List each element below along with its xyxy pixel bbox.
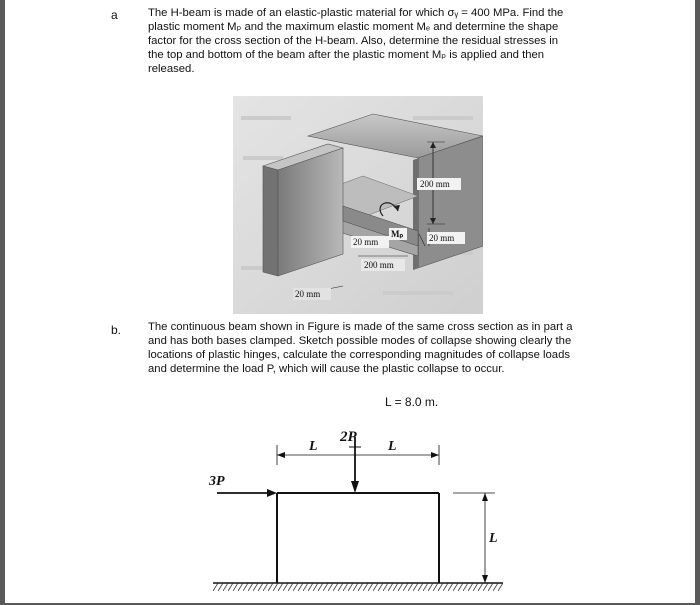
document-page — [5, 0, 695, 603]
span-left-label: L — [309, 439, 318, 454]
h-beam-drawing — [233, 96, 483, 314]
height-label: L — [489, 531, 498, 546]
span-right-label: L — [388, 439, 397, 454]
back-flange-side — [418, 136, 483, 268]
frame-drawing — [183, 415, 523, 600]
part-a-text — [148, 6, 563, 76]
dim-width-label: 200 mm — [364, 260, 394, 270]
dim-flange-label: 20 mm — [353, 237, 379, 247]
moment-label: Mₚ — [391, 229, 404, 239]
load-2p-label: 2P — [340, 429, 357, 445]
part-a-line-3: factor for the cross section of the H-beam. Also, determine the residual stresses in — [148, 35, 559, 47]
dim-bottom-label: 20 mm — [295, 289, 321, 299]
frame-figure — [183, 415, 523, 600]
part-b-line-3: locations of plastic hinges, calculate the corresponding magnitudes of collapse loads — [148, 349, 571, 361]
dim-height-label: 200 mm — [420, 179, 450, 189]
part-b-line-2: and has both bases clamped. Sketch possible modes of collapse showing clearly the — [148, 335, 572, 347]
part-a-line-5: released. — [148, 63, 195, 75]
length-note: L = 8.0 m. — [385, 395, 439, 409]
part-a-line-4: the top and bottom of the beam after the plastic moment Mₚ is applied and then — [148, 49, 545, 61]
part-b-text — [148, 320, 572, 376]
part-a-label: a — [111, 8, 118, 22]
front-flange-face — [278, 148, 343, 276]
part-b-label: b. — [111, 323, 122, 337]
part-a-line-1: The H-beam is made of an elastic-plastic material for which σᵧ = 400 MPa. Find the — [148, 7, 564, 19]
part-b-line-1: The continuous beam shown in Figure is made of the same cross section as in part a — [148, 321, 573, 333]
h-beam-figure — [233, 96, 483, 314]
part-b-line-4: and determine the load P, which will cause the plastic collapse to occur. — [148, 363, 505, 375]
load-3p-label: 3P — [209, 474, 225, 489]
part-a-line-2: plastic moment Mₚ and the maximum elastic moment Mₑ and determine the shape — [148, 21, 559, 33]
dim-web-label: 20 mm — [429, 233, 455, 243]
ground-hatch — [213, 583, 503, 591]
